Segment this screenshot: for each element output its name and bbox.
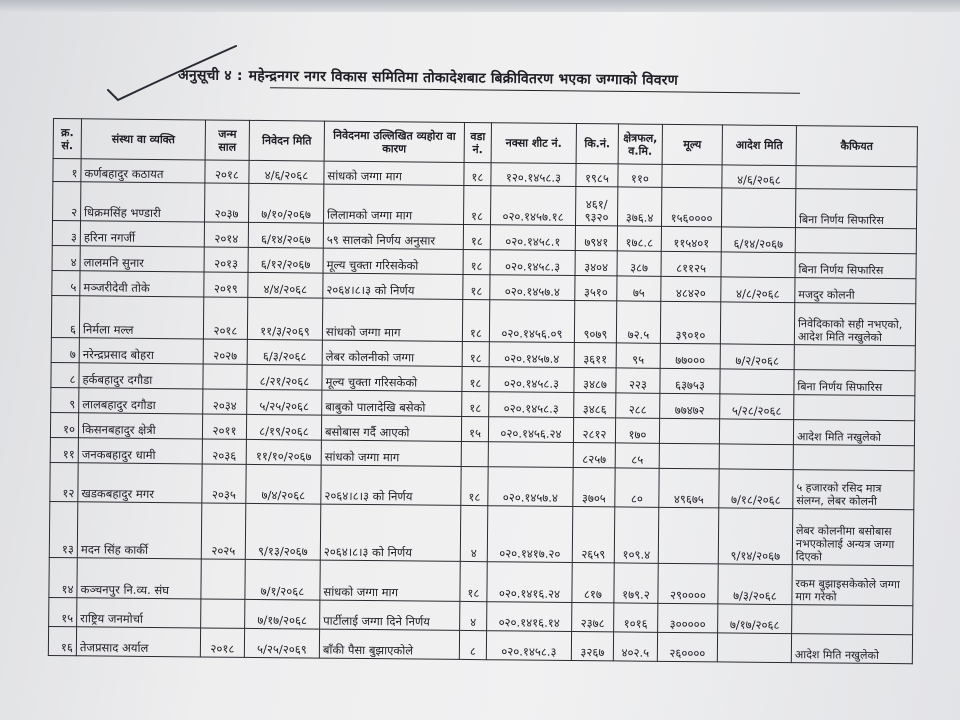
serial-cell: १६	[48, 626, 76, 655]
name-cell: तेजप्रसाद अर्याल	[76, 627, 200, 657]
reason-cell: २०६४।८।३ को निर्णय	[320, 504, 461, 561]
birth-year-cell: २०२५	[201, 503, 246, 560]
page-edge	[0, 0, 960, 12]
remarks-cell: निवेदिकाको सही नभएको, आदेश मिति नखुलेको	[794, 303, 915, 346]
area-cell: ८०	[615, 467, 659, 507]
reason-cell: सांधको जग्गा माग	[322, 298, 462, 341]
map-sheet-cell: १२०.१४५८.३	[491, 163, 576, 187]
birth-year-cell: २०२७	[203, 339, 247, 364]
map-sheet-cell	[488, 441, 573, 467]
birth-year-cell	[203, 364, 247, 389]
reason-cell: २०६४।८।३ को निर्णय	[321, 465, 461, 506]
ward-cell: ८	[459, 630, 486, 659]
remarks-cell: ५ हजारको रसिद मात्र संलग्न, लेबर कोलनी	[793, 469, 914, 510]
map-sheet-cell: ०२०.१४५७.४	[490, 275, 575, 301]
order-date-cell	[721, 188, 795, 228]
area-cell: ३७६.४	[617, 187, 661, 227]
birth-year-cell: २०१३	[204, 247, 248, 272]
title-text: महेन्द्रनगर नगर विकास समितिमा तोकादेशबाट बिक्रीवितरण भएका जग्गाको विवरण	[248, 68, 679, 89]
serial-cell: ११	[50, 437, 78, 462]
serial-cell: ३	[52, 221, 80, 246]
order-date-cell: ७/१८/२०६८	[719, 468, 793, 508]
name-cell: जनकबहादुर धामी	[78, 437, 202, 463]
order-date-cell: ७/३/२०६८	[718, 564, 792, 604]
ward-cell: ४	[460, 601, 487, 630]
birth-year-cell: २०१८	[205, 160, 249, 183]
serial-cell: १०	[50, 412, 78, 437]
serial-cell: ५	[52, 271, 80, 296]
application-date-cell: ६/१४/२०६७	[248, 223, 323, 249]
area-cell: ११०	[618, 164, 662, 187]
ward-cell: १८	[461, 466, 488, 506]
plot-no-cell: ९०७९	[574, 301, 616, 343]
remarks-cell	[793, 444, 914, 470]
price-cell: १५६००००	[661, 187, 721, 227]
remarks-cell: आदेश मिति नखुलेको	[793, 419, 914, 445]
area-cell: १०१६	[614, 603, 658, 633]
remarks-cell: आदेश मिति नखुलेको	[791, 633, 912, 663]
page-title	[178, 65, 678, 89]
plot-no-cell: २३७८	[572, 602, 614, 632]
reason-cell: सांधको जग्गा माग	[321, 440, 461, 466]
application-date-cell: ७/४/२०६८	[246, 464, 321, 504]
name-cell: निर्मला मल्ल	[79, 296, 203, 339]
birth-year-cell: २०१९	[204, 272, 248, 297]
birth-year-cell: २०३६	[202, 439, 246, 464]
col-name: संस्था वा व्यक्ति	[81, 119, 205, 160]
serial-cell: १२	[50, 462, 78, 502]
birth-year-cell	[201, 559, 245, 599]
serial-cell: ८	[51, 362, 79, 387]
application-date-cell: ९/१३/२०६७	[245, 503, 321, 560]
name-cell: किसनबहादुर क्षेत्री	[78, 412, 202, 438]
plot-no-cell: ८१७	[572, 563, 614, 603]
reason-cell: बाबुको पालादेखि बसेको	[322, 390, 462, 416]
plot-no-cell: ३४८६	[574, 392, 616, 417]
name-cell: मदन सिंह कार्की	[77, 502, 202, 559]
col-plot-no: कि.नं.	[576, 124, 618, 164]
order-date-cell: ५/२८/२०६८	[720, 394, 794, 420]
plot-no-cell: २८१२	[573, 417, 615, 442]
reason-cell: बसोबास गर्दै आएको	[321, 415, 461, 441]
plot-no-cell: ३५१०	[575, 276, 617, 301]
map-sheet-cell: ०२०.१४५६.२४	[488, 416, 573, 442]
application-date-cell: ६/१२/२०६७	[248, 248, 323, 274]
remarks-cell	[795, 228, 916, 254]
order-date-cell: ९/१४/२०६७	[718, 508, 793, 565]
ward-cell: १८	[462, 366, 489, 391]
map-sheet-cell: ०२०.१४५८.३	[486, 630, 571, 660]
col-birth-year: जन्म साल	[205, 120, 249, 160]
plot-no-cell: ३२६७	[571, 631, 613, 661]
reason-cell: पार्टीलाई जग्गा दिने निर्णय	[320, 600, 460, 630]
area-cell: ९५	[616, 343, 660, 368]
price-cell: ४८४२०	[661, 277, 721, 303]
serial-cell: १३	[49, 502, 78, 558]
name-cell: राष्ट्रिय जनमोर्चा	[77, 597, 201, 627]
application-date-cell: ७/१/२०६८	[245, 560, 320, 600]
order-date-cell	[719, 444, 793, 470]
price-cell: ८११२५	[661, 252, 721, 278]
map-sheet-cell: ०२०.१४५८.३	[490, 250, 575, 276]
plot-no-cell: १९८५	[576, 164, 618, 187]
birth-year-cell: २०३५	[202, 464, 246, 504]
reason-cell: बाँकी पैसा बुझाएकोले	[319, 629, 459, 660]
ward-cell: १८	[463, 250, 490, 275]
col-map-sheet: नक्सा शीट नं.	[491, 123, 576, 164]
order-date-cell	[720, 369, 794, 395]
price-cell: ३९०१०	[660, 302, 720, 344]
map-sheet-cell: ०२०.१४५८.१	[490, 225, 575, 251]
price-cell: ७७०००	[660, 343, 720, 369]
plot-no-cell: ३७०५	[573, 467, 615, 507]
reason-cell: मूल्य चुक्ता गरिसकेको	[322, 365, 462, 391]
col-area: क्षेत्रफल, व.मि.	[618, 124, 662, 164]
price-cell: ११५४०१	[661, 227, 721, 253]
remarks-cell	[794, 344, 915, 370]
area-cell: ८५	[615, 443, 659, 468]
reason-cell: सांधको जग्गा माग	[320, 560, 460, 601]
remarks-cell: बिना निर्णय सिफारिस	[795, 253, 916, 279]
application-date-cell: ६/३/२०६८	[247, 339, 322, 365]
table-row	[49, 502, 913, 566]
serial-cell: १५	[49, 597, 77, 626]
birth-year-cell: २०११	[202, 414, 246, 439]
ward-cell: ४	[460, 505, 488, 561]
map-sheet-cell: ०२०.१४५८.३	[489, 391, 574, 417]
order-date-cell: ७/१७/२०६८	[718, 604, 792, 634]
application-date-cell: ५/२५/२०६८	[247, 389, 322, 415]
map-sheet-cell: ०२०.१४५७.४	[489, 341, 574, 367]
ward-cell: १८	[460, 562, 487, 602]
ward-cell: १८	[463, 185, 490, 225]
serial-cell: ४	[52, 246, 80, 271]
ward-cell: १५	[461, 416, 488, 441]
ward-cell: १८	[462, 391, 489, 416]
ward-cell: १८	[463, 225, 490, 250]
name-cell: लालमनि सुनार	[80, 246, 204, 272]
ward-cell	[461, 441, 488, 466]
price-cell	[659, 418, 719, 444]
plot-no-cell: ७९४१	[575, 226, 617, 251]
application-date-cell: ७/१७/२०६८	[245, 599, 320, 629]
birth-year-cell: २०३४	[203, 389, 247, 414]
application-date-cell: ८/२१/२०६८	[247, 364, 322, 390]
price-cell	[658, 507, 719, 564]
annex-label: अनुसूची ४ :	[177, 67, 243, 85]
order-date-cell	[721, 252, 795, 278]
order-date-cell: ४/८/२०६८	[721, 277, 795, 303]
birth-year-cell: २०१४	[204, 222, 248, 247]
name-cell: खडकबहादुर मगर	[78, 462, 202, 503]
ward-cell: १८	[462, 341, 489, 366]
reason-cell: २०६४।८।३ को निर्णय	[323, 273, 463, 299]
reason-cell: सांधको जग्गा माग	[324, 161, 464, 185]
application-date-cell: ११/३/२०६९	[247, 298, 322, 340]
area-cell: १७०	[615, 418, 659, 443]
price-cell	[659, 443, 719, 469]
plot-no-cell: ३४८७	[574, 367, 616, 392]
reason-cell: मूल्य चुक्ता गरिसकेको	[323, 248, 463, 274]
name-cell: धिक्रमसिंह भण्डारी	[81, 182, 205, 223]
plot-no-cell: ४६१/ ९३२०	[575, 186, 617, 226]
remarks-cell: रकम बुझाइसकेकोले जग्गा माग गरेको	[792, 565, 913, 606]
col-order-date: आदेश मिति	[722, 125, 796, 166]
price-cell: २६००००	[657, 632, 717, 662]
remarks-cell: बिना निर्णय सिफारिस	[794, 369, 915, 395]
col-reason: निवेदनमा उल्लिखित व्यहोरा वा कारण	[324, 121, 464, 162]
price-cell	[662, 164, 722, 187]
order-date-cell: ६/१४/२०६७	[721, 227, 795, 253]
order-date-cell: ७/२/२०६८	[720, 344, 794, 370]
price-cell: ४९६७५	[659, 468, 719, 508]
price-cell: ३०००००	[658, 603, 718, 633]
price-cell: ७७४७२	[660, 393, 720, 419]
area-cell: ७२.५	[616, 301, 660, 343]
birth-year-cell: २०३७	[205, 183, 249, 223]
order-date-cell	[720, 302, 794, 344]
col-remarks: कैफियत	[796, 126, 917, 167]
application-date-cell: ५/२५/२०६९	[244, 628, 319, 658]
reason-cell: लिलामको जग्गा माग	[324, 184, 464, 225]
area-cell: ३८७	[617, 251, 661, 276]
order-date-cell	[719, 419, 793, 445]
order-date-cell	[717, 633, 791, 663]
title-underline	[270, 87, 800, 94]
price-cell: २९००००	[658, 564, 718, 604]
application-date-cell: ८/१९/२०६८	[246, 414, 321, 440]
application-date-cell: ११/१०/२०६७	[246, 439, 321, 465]
name-cell: नरेन्द्रप्रसाद बोहरा	[79, 338, 203, 364]
remarks-cell: बिना निर्णय सिफारिस	[795, 188, 916, 229]
birth-year-cell: २०१८	[203, 297, 247, 339]
reason-cell: ५९ सालको निर्णय अनुसार	[323, 223, 463, 249]
col-application-date: निवेदन मिति	[249, 120, 324, 161]
serial-cell: ६	[51, 296, 79, 338]
serial-cell: १	[53, 159, 81, 182]
name-cell: मञ्जरीदेवी तोके	[80, 271, 204, 297]
map-sheet-cell: ०२०.१४५७.१८	[490, 186, 575, 226]
col-price: मूल्य	[662, 124, 722, 165]
name-cell: कञ्चनपुर नि.व्य. संघ	[77, 558, 201, 599]
ward-cell: १८	[463, 275, 490, 300]
map-sheet-cell: ०२०.१४१७.२०	[487, 506, 573, 563]
birth-year-cell	[201, 599, 245, 629]
application-date-cell: ४/४/२०६८	[248, 273, 323, 299]
price-cell: ६३७५३	[660, 368, 720, 394]
ward-cell: १८	[464, 162, 491, 185]
map-sheet-cell: ०२०.१४५६.०९	[489, 300, 574, 342]
map-sheet-cell: ०२०.१४१६.२४	[487, 562, 572, 602]
serial-cell: १४	[49, 558, 77, 598]
remarks-cell	[796, 166, 917, 190]
name-cell: लालबहादुर दगौडा	[79, 387, 203, 413]
application-date-cell: ४/६/२०६८	[249, 160, 324, 184]
col-serial: क्र. सं.	[53, 119, 81, 159]
area-cell: १०९.४	[614, 507, 659, 564]
remarks-cell: मजदुर कोलनी	[795, 278, 916, 304]
map-sheet-cell: ०२०.१४१६.१४	[487, 601, 572, 631]
plot-no-cell: २६५९	[572, 507, 615, 564]
serial-cell: २	[53, 181, 81, 221]
name-cell: हरिना नगर्जी	[80, 221, 204, 247]
name-cell: कर्णबहादुर कठायत	[81, 159, 205, 183]
area-cell: ७५	[617, 276, 661, 301]
map-sheet-cell: ०२०.१४५८.३	[489, 366, 574, 392]
application-date-cell: ७/१०/२०६७	[249, 183, 324, 223]
map-sheet-cell: ०२०.१४५७.४	[488, 466, 573, 506]
area-cell: २२३	[616, 368, 660, 393]
area-cell: २८८	[616, 393, 660, 418]
area-cell: ४०२.५	[613, 632, 657, 662]
reason-cell: लेबर कोलनीको जग्गा	[322, 340, 462, 366]
remarks-cell: लेबर कोलनीमा बसोबास नभएकोलाई अन्यत्र जग्गा दिएको	[792, 509, 914, 566]
serial-cell: ९	[51, 387, 79, 412]
plot-no-cell: ३४०४	[575, 251, 617, 276]
area-cell: १७९.२	[614, 563, 658, 603]
ward-cell: १८	[462, 300, 489, 342]
name-cell: हर्कबहादुर दगौडा	[79, 363, 203, 389]
remarks-cell	[792, 604, 913, 634]
remarks-cell	[794, 394, 915, 420]
serial-cell: ७	[51, 337, 79, 362]
col-ward: वडा नं.	[464, 122, 491, 162]
plot-no-cell: ३६११	[574, 342, 616, 367]
area-cell: १७८.८	[617, 226, 661, 251]
order-date-cell: ४/६/२०६८	[722, 165, 796, 189]
table-body	[48, 159, 917, 664]
land-distribution-table	[48, 118, 918, 664]
birth-year-cell: २०१८	[200, 628, 244, 658]
plot-no-cell: ८२५७	[573, 442, 615, 467]
